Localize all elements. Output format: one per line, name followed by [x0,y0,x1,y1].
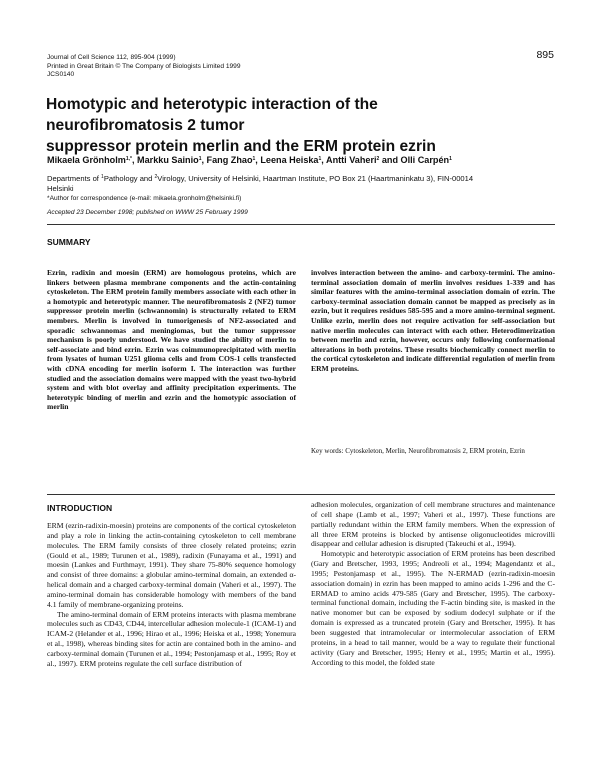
paper-title [46,94,516,157]
introduction-column-left [47,521,296,669]
journal-citation: Journal of Cell Science 112, 895-904 (1999) [47,54,176,61]
author-separator: , [255,155,261,165]
summary-heading: SUMMARY [47,237,91,247]
paragraph: adhesion molecules, organization of cell membrane structures and maintenance of cell shape (Lamb et al., 1997; Vaheri et al., 1997). These functions are partially redundant within the ERM family members. When the expression of all three ERM proteins is blocked by antisense oligonucleotides microvilli disappear and cellular adhesion is disrupted (Takeuchi et al., 1994). [311,500,555,549]
author-affiliation-mark: 1 [198,156,202,162]
author-name: Antti Vaheri [326,155,377,165]
introduction-heading: INTRODUCTION [47,503,113,513]
correspondence-note: *Author for correspondence (e-mail: mikaela.gronholm@helsinki.fi) [47,195,242,202]
keywords: Key words: Cytoskeleton, Merlin, Neurofibromatosis 2, ERM protein, Ezrin [311,447,525,455]
author-separator: and [379,155,401,165]
author-separator: , [131,155,138,165]
affiliation-mark: 1 [101,174,104,180]
affiliation-mark: 2 [154,174,158,180]
author-affiliation-mark: 1 [318,156,322,162]
publication-dates: Accepted 23 December 1998; published on WWW 25 February 1999 [47,209,248,216]
page-number: 895 [536,49,554,61]
journal-copyright: Printed in Great Britain © The Company of Biologists Limited 1999 [47,62,241,70]
author-separator: , [201,155,207,165]
author-affiliation-mark: 1 [449,156,452,162]
author-affiliation-mark: 1,* [125,156,132,162]
author-affiliation-mark: 2 [376,156,380,162]
header-divider [47,224,555,225]
author-name: Fang Zhao [206,155,253,165]
affiliation-city: Helsinki [47,183,74,193]
author-name: Olli Carpén [400,155,450,165]
paragraph: The amino-terminal domain of ERM proteins interacts with plasma membrane molecules such as CD43, CD44, intercellular adhesion molecule-1 (ICAM-1) and ICAM-2 (Helander et al., 1996; Hirao et al., 1996; Heiska et al., 1998; Yonemura et al., 1998), whereas binding sites for actin are contained both in the amino- and carboxy-terminal domain (Turunen et al., 1994; Pestonjamasp et al., 1995; Roy et al., 1997). ERM proteins regulate the cell surface distribution of [47,609,296,668]
journal-header [47,54,241,80]
title-line-2: suppressor protein merlin and the ERM protein ezrin [46,138,436,155]
affiliation-text: Virology, University of Helsinki, Haartman Institute, PO Box 21 (Haartmaninkatu 3), FIN-00014 [157,174,474,183]
affiliation-text: Departments of [47,174,102,183]
affiliation [47,174,557,194]
author-separator: , [321,155,326,165]
summary-text-right: involves interaction between the amino- and carboxy-termini. The amino-terminal association domain of merlin involves residues 1-339 and has similar features with the amino-terminal association domain of ezrin. The carboxy-terminal association domain cannot be mapped as precisely as in ezrin, but it requires residues 585-595 and a more amino-terminal segment. Unlike ezrin, merlin does not require activation for self-association but native merlin molecules can interact with each other. Heterodimerization between merlin and ezrin, however, occurs only following conformational alterations in both proteins. These results biochemically connect merlin to the cortical cytoskeleton and indicate differential regulation of merlin from ERM proteins. [311,268,555,373]
author-affiliation-mark: 1 [252,156,256,162]
summary-text-left: Ezrin, radixin and moesin (ERM) are homologous proteins, which are linkers between plasma membrane components and the actin-containing cytoskeleton. The ERM protein family members associate with each other in a homotypic and heterotypic manner. The neurofibromatosis 2 (NF2) tumor suppressor protein merlin (schwannomin) is structurally related to ERM members. Merlin is involved in tumorigenesis of NF2-associated and sporadic schwannomas and meningiomas, but the tumor suppressor mechanism is poorly understood. We have studied the ability of merlin to self-associate and bind ezrin. Ezrin was coimmunoprecipitated with merlin from lysates of human U251 glioma cells and from COS-1 cells transfected with cDNA encoding for merlin isoform I. The interaction was further studied and the association domains were mapped with the yeast two-hybrid system and with blot overlay and affinity precipitation experiments. The heterotypic binding of merlin and ezrin and the homotypic association of merlin [47,268,296,412]
author-name: Mikaela Grönholm [47,155,126,165]
title-line-1: Homotypic and heterotypic interaction of the neurofibromatosis 2 tumor [46,96,378,134]
author-list [47,155,557,165]
paragraph: ERM (ezrin-radixin-moesin) proteins are components of the cortical cytoskeleton and play a role in linking the actin-containing cytoskeleton to cell membrane molecules. The ERM family consists of three closely related proteins; ezrin (Gould et al., 1989; Turunen et al., 1989), radixin (Funayama et al., 1991) and moesin (Lankes and Furthmayr, 1991). They share 75-80% sequence homology and consist of three domains: a globular amino-terminal domain, an extended α-helical domain and a charged carboxy-terminal domain (Vaheri et al., 1997). The amino-terminal domain has considerable homology with members of the band 4.1 family of membrane-organizing proteins. [47,521,296,609]
introduction-column-right [311,500,555,667]
paragraph: Homotypic and heterotypic association of ERM proteins has been described (Gary and Bretscher, 1993, 1995; Andreoli et al., 1994; Magendantz et al., 1995; Pestonjamasp et al., 1995). The N-ERMAD (ezrin-radixin-moesin association domain) in ezrin has been mapped to amino acids 1-296 and the C-ERMAD to amino acids 479-585 (Gary and Bretscher, 1995). The carboxy-terminal functional domain, including the F-actin binding site, is masked in the native monomer but can be exposed by sodium dodecyl sulphate or if the domain is expressed as a truncated protein (Gary and Bretscher, 1995). It has been suggested that intramolecular or intermolecular association of ERM proteins, in a head to tail manner, would be a way to regulate their functional activity (Gary and Bretscher, 1995; Henry et al., 1995; Martin et al., 1995). According to this model, the folded state [311,549,555,667]
affiliation-text: Pathology and [103,174,155,183]
summary-divider [47,494,555,495]
author-name: Markku Sainio [137,155,199,165]
journal-code: JCS0140 [47,71,75,79]
author-name: Leena Heiska [260,155,319,165]
